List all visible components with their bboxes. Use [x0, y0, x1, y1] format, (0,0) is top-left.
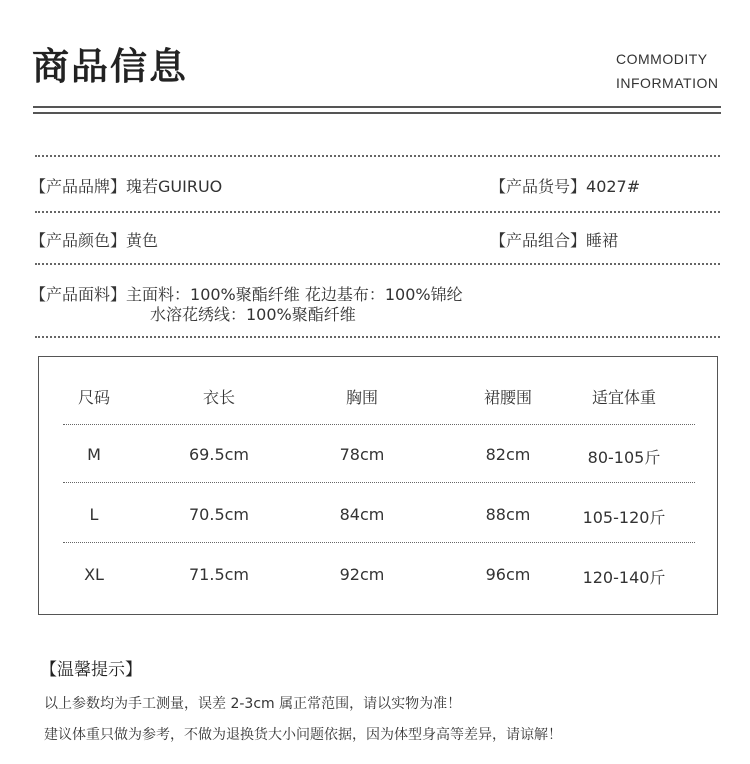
item-number-value: 4027#	[586, 177, 641, 196]
table-header-cell: 裙腰围	[483, 388, 533, 407]
table-cell: 92cm	[339, 565, 385, 584]
tips-line-1: 以上参数均为手工测量，误差 2-3cm 属正常范围，请以实物为准！	[44, 696, 462, 712]
table-cell: 120-140斤	[582, 568, 666, 587]
brand-row	[30, 174, 222, 197]
tips-line-2: 建议体重只做为参考，不做为退换货大小问题依据，因为体型身高等差异，请谅解！	[44, 727, 562, 743]
size-table	[38, 356, 718, 615]
english-title-line2: INFORMATION	[616, 75, 719, 91]
brand-value: 瑰若GUIRUO	[126, 177, 223, 196]
table-cell: 70.5cm	[188, 505, 250, 524]
fabric-value-line2: 水溶花绣线：100%聚酯纤维	[150, 305, 356, 324]
table-cell: 96cm	[485, 565, 531, 584]
table-cell: 82cm	[485, 445, 531, 464]
table-header-cell: 尺码	[77, 388, 111, 407]
color-row	[30, 228, 158, 251]
table-divider	[63, 542, 695, 543]
table-header-cell: 衣长	[202, 388, 236, 407]
table-header-cell: 胸围	[345, 388, 379, 407]
table-cell: 71.5cm	[188, 565, 250, 584]
table-cell: XL	[84, 565, 104, 584]
tips-title: 【温馨提示】	[40, 660, 142, 680]
table-divider	[63, 482, 695, 483]
info-divider	[35, 211, 720, 213]
color-label: 【产品颜色】	[30, 231, 127, 250]
brand-label: 【产品品牌】	[30, 177, 127, 196]
header-divider-top	[33, 106, 721, 108]
combo-label: 【产品组合】	[490, 231, 587, 250]
table-divider	[63, 424, 695, 425]
table-cell: 84cm	[339, 505, 385, 524]
info-divider	[35, 263, 720, 265]
combo-row	[490, 228, 618, 251]
table-cell: 105-120斤	[582, 508, 666, 527]
page-title: 商品信息	[32, 45, 188, 88]
fabric-label: 【产品面料】	[30, 285, 127, 304]
fabric-value-line1: 主面料：100%聚酯纤维 花边基布：100%锦纶	[126, 285, 463, 304]
table-cell: 88cm	[485, 505, 531, 524]
color-value: 黄色	[126, 231, 159, 250]
english-title-line1: COMMODITY	[616, 51, 708, 67]
item-number-row	[490, 174, 640, 197]
header-divider-bottom	[33, 112, 721, 114]
table-header-cell: 适宜体重	[591, 388, 657, 407]
table-cell: L	[89, 505, 99, 524]
info-divider	[35, 336, 720, 338]
item-number-label: 【产品货号】	[490, 177, 587, 196]
table-cell: 80-105斤	[587, 448, 661, 467]
table-cell: M	[87, 445, 101, 464]
combo-value: 睡裙	[586, 231, 619, 250]
table-cell: 69.5cm	[188, 445, 250, 464]
info-divider	[35, 155, 720, 157]
table-cell: 78cm	[339, 445, 385, 464]
